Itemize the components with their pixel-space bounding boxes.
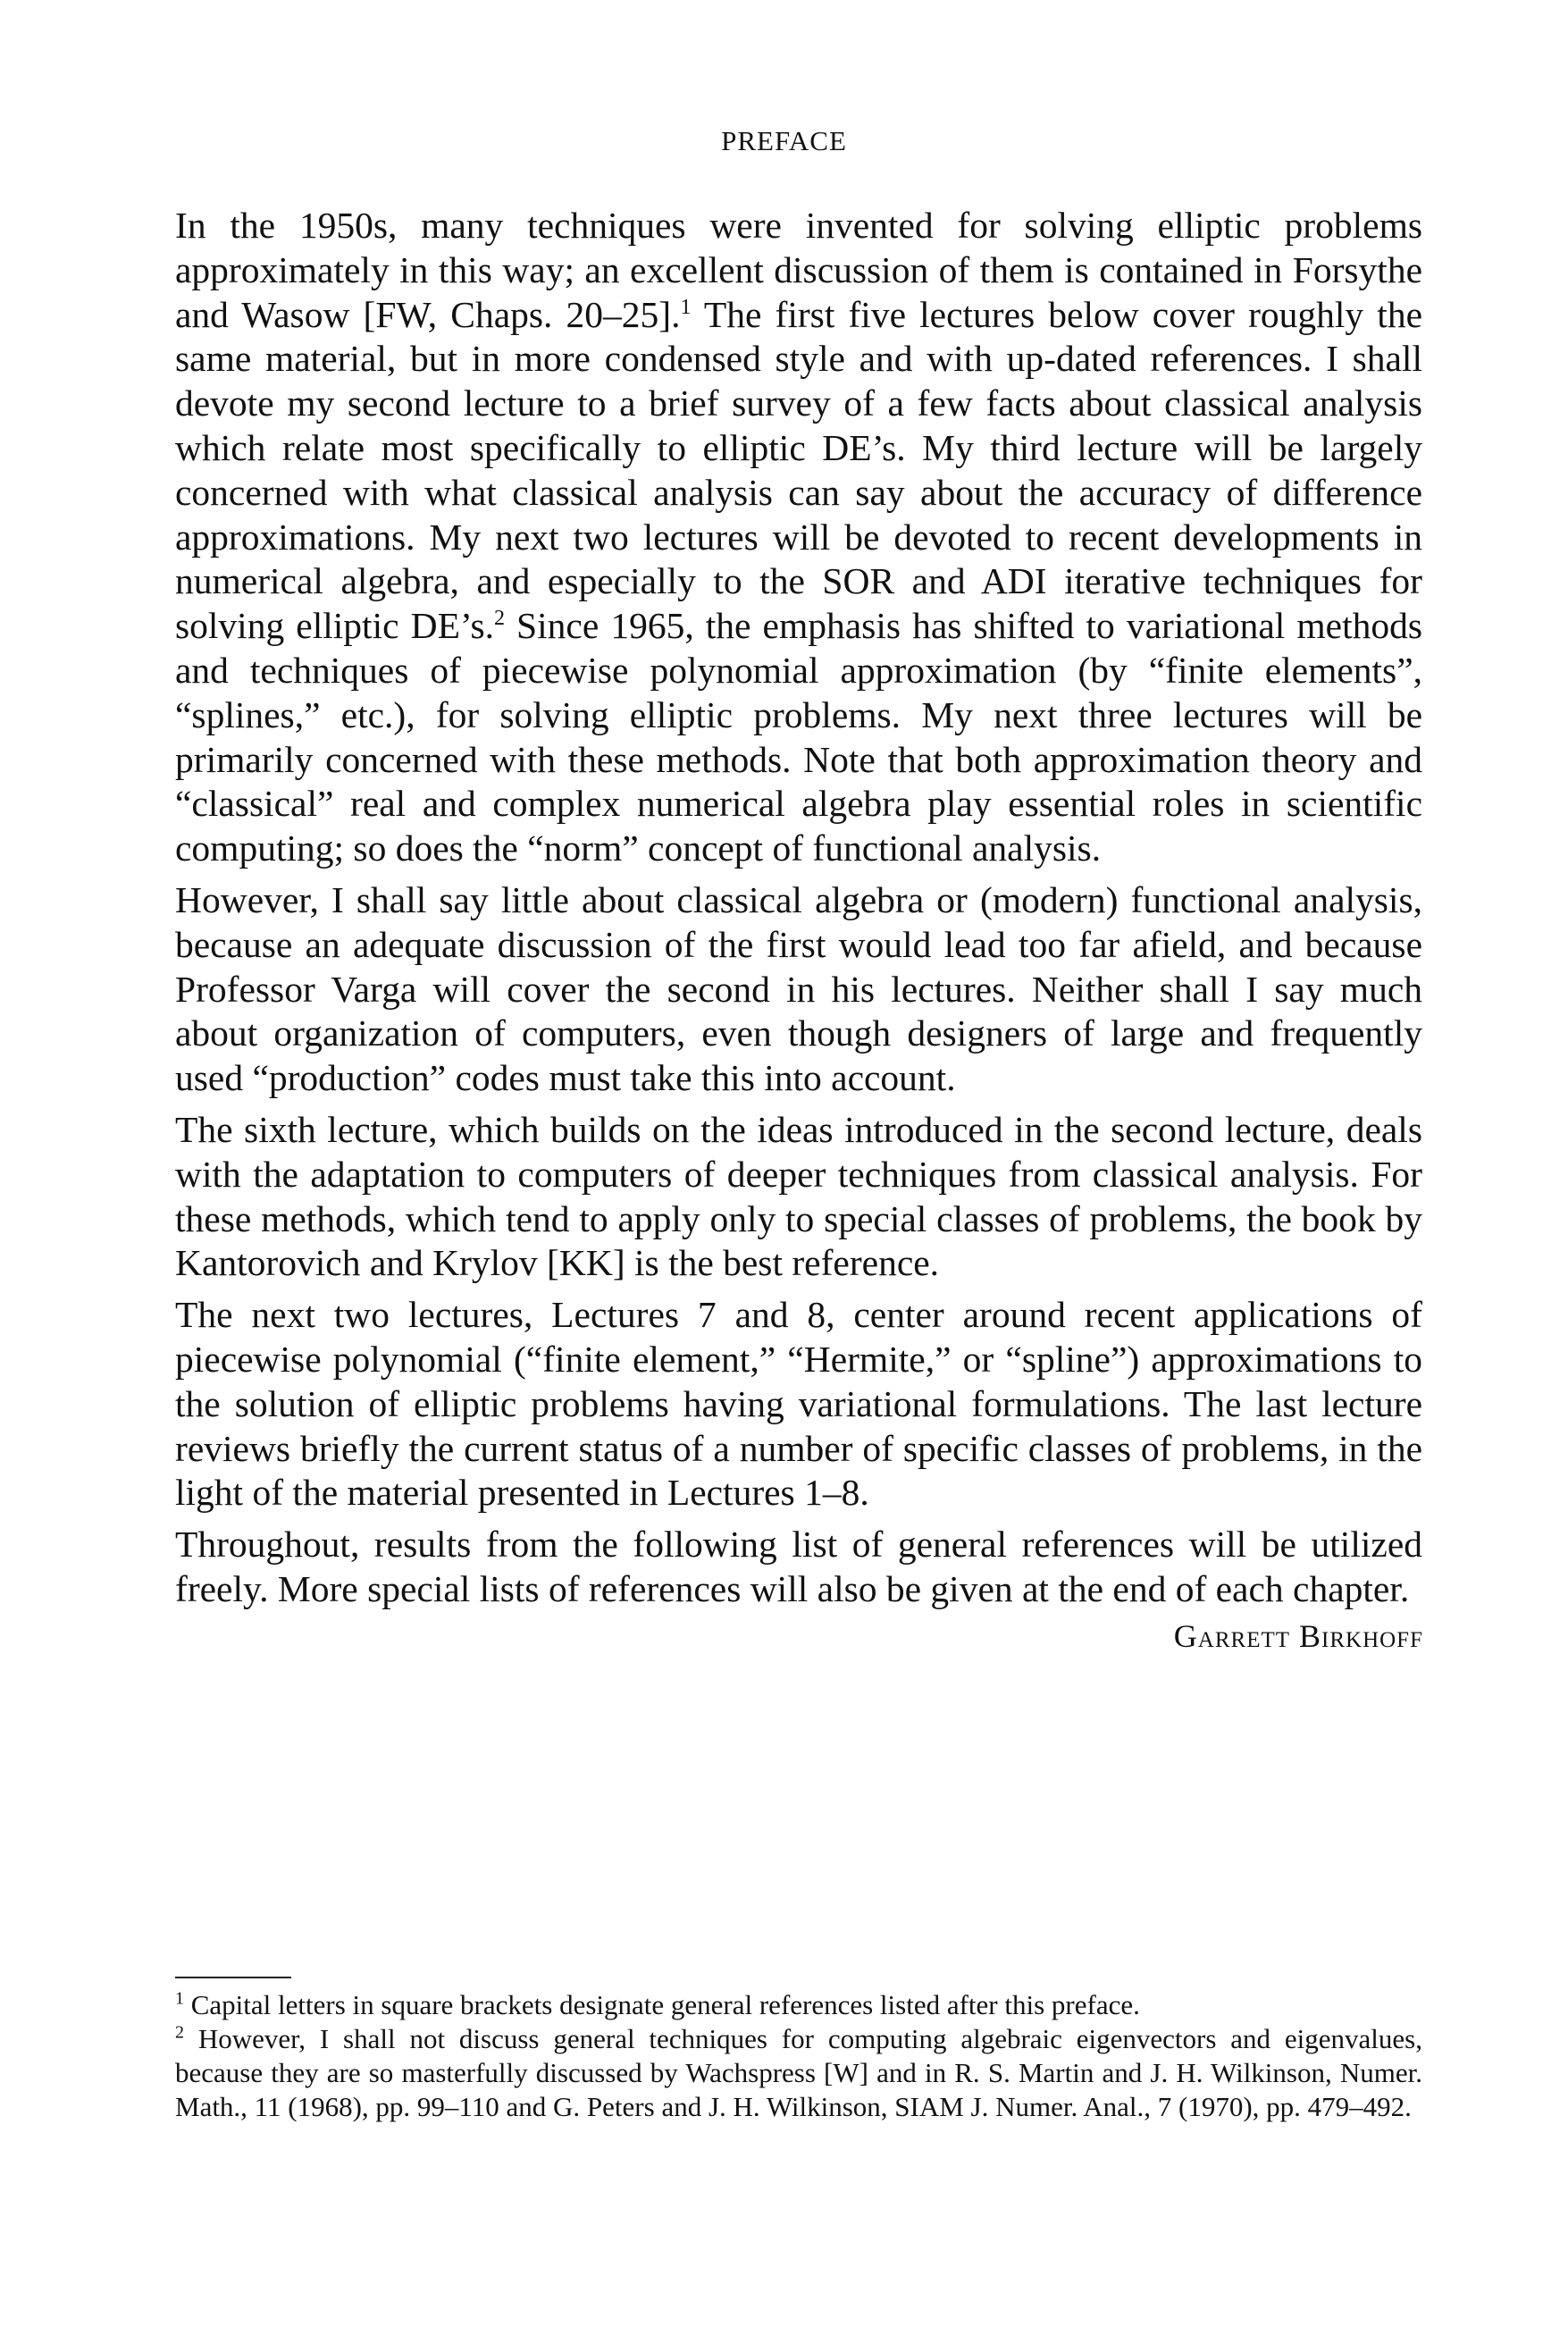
footnote-divider xyxy=(175,1977,291,1978)
author-signature: Garrett Birkhoff xyxy=(1173,1618,1423,1654)
paragraph-1-part-b: The first five lectures below cover roughly the same material, but in more condensed style and with up-dated references. I shall devote my second lecture to a brief survey of a few facts about classical analysis which relate most specifically to elliptic DE’s. My third lecture will be largely concerned with what classical analysis can say about the accuracy of difference approximations. My next two lectures will be devoted to recent developments in numerical algebra, and especially to the SOR and ADI iterative techniques for solving elliptic DE’s. xyxy=(175,293,1423,647)
paragraph-5: Throughout, results from the following list of general references will be utilized freely. More special lists of references will also be given at the end of each chapter. xyxy=(175,1524,1422,1609)
paragraph-1-part-c: Since 1965, the emphasis has shifted to variational methods and techniques of piecewise polynomial approximation (by “finite elements”, “splines,” etc.), for solving elliptic problems. My next three lectures will be primarily concerned with these methods. Note that both approximation theory and “classical” real and complex numerical algebra play essential roles in scientific computing; so does the “norm” concept of functional analysis. xyxy=(175,605,1423,869)
paragraph-1 xyxy=(175,204,1422,871)
paragraph-4: The next two lectures, Lectures 7 and 8, center around recent applications of piecewise polynomial (“finite element,” “Hermite,” or “spline”) approximations to the solution of elliptic problems having variational formulations. The last lecture reviews briefly the current status of a number of specific classes of problems, in the light of the material presented in Lectures 1–8. xyxy=(175,1294,1422,1514)
footnote-2-text: However, I shall not discuss general techniques for computing algebraic eigenvectors and eigenvalues, because they are so masterfully discussed by Wachspress [W] and in R. S. Martin and J. H. Wilkinson, Numer. Math., 11 (1968), pp. 99–110 and G. Peters and J. H. Wilkinson, SIAM J. Numer. Anal., 7 (1970), pp. 479–492. xyxy=(175,2023,1422,2122)
preface-body xyxy=(175,204,1422,1612)
footnote-2-mark: 2 xyxy=(175,2022,184,2043)
footnote-1 xyxy=(175,1988,1422,2022)
paragraph-2: However, I shall say little about classical algebra or (modern) functional analysis, because an adequate discussion of the first would lead too far afield, and because Professor Varga will cover the second in his lectures. Neither shall I say much about organization of computers, even though designers of large and frequently used “production” codes must take this into account. xyxy=(175,878,1422,1099)
footnotes xyxy=(175,1988,1422,2124)
footnote-1-text: Capital letters in square brackets designate general references listed after this preface. xyxy=(184,1989,1140,2020)
footnote-1-mark: 1 xyxy=(175,1988,184,2009)
paragraph-1-part-a: In the 1950s, many techniques were invented for solving elliptic problems approximately in this way; an excellent discussion of them is contained in Forsythe and Wasow [FW, Chaps. 20–25]. xyxy=(175,205,1422,335)
footnote-ref-1: 1 xyxy=(680,295,692,319)
paragraph-3: The sixth lecture, which builds on the ideas introduced in the second lecture, deals with the adaptation to computers of deeper techniques from classical analysis. For these methods, which tend to apply only to special classes of problems, the book by Kantorovich and Krylov [KK] is the best reference. xyxy=(175,1108,1422,1284)
footnote-2 xyxy=(175,2022,1422,2124)
running-head: PREFACE xyxy=(721,125,847,156)
footnote-ref-2: 2 xyxy=(493,607,505,631)
